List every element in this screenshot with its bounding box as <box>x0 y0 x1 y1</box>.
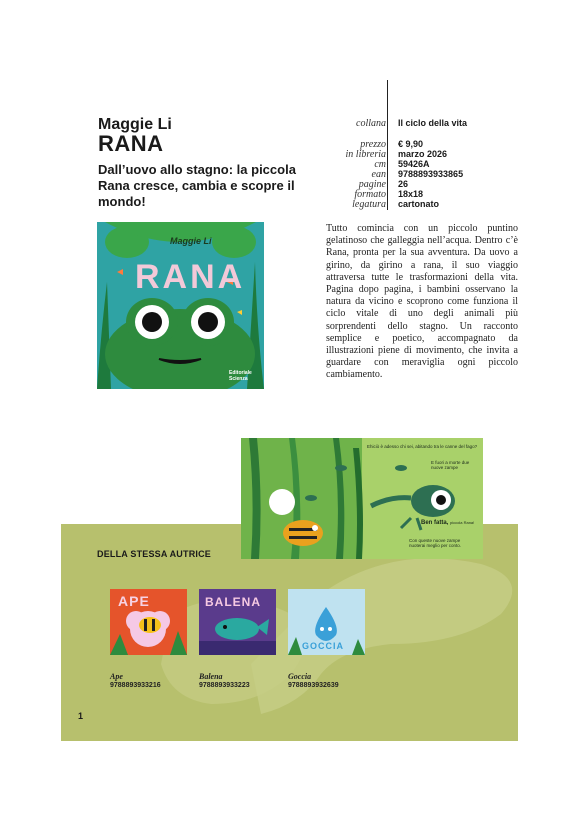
spread-text-bottom: Con queste nuove zampe nuoterai meglio per conto. <box>409 538 462 548</box>
book-title-balena: Balena <box>199 672 223 681</box>
spread-text-top: Ehiciò è adesso chi sei, abitando tra le canne del fago? <box>367 444 478 449</box>
meta-row-formato: formato 18x18 <box>354 189 424 200</box>
meta-row-cm: cm 59426A <box>374 159 430 170</box>
cover-publisher: Editoriale Scienza <box>229 370 252 382</box>
book-meta-table <box>336 118 536 209</box>
book-description: Tutto comincia con un piccolo puntino gelatinoso che galleggia nell’acqua. Dentro c’è Rana, pronta per la sua avventura. Da uovo a girino, da girino a rana, il suo viaggio attraversa tutte le trasformazioni della vita. Pagina dopo pagina, i bambini osservano la natura da vicino e scoprono come funziona il ciclo vitale di uno degli animali più sorprendenti dello stagno. Un racconto semplice e poetico, accompagnato da illustrazioni piene di movimento, che invita a guardare con meraviglia ogni piccolo cambiamento. <box>326 223 518 381</box>
meta-row-in-libreria: in libreria marzo 2026 <box>345 149 448 160</box>
book-cover-balena[interactable] <box>199 589 276 655</box>
author-name: Maggie Li <box>98 116 172 133</box>
spread-text-mid: E fuori a morte due nuove zampe <box>431 460 470 470</box>
book-ean-ape: 9788893933216 <box>110 682 161 689</box>
book-title-goccia: Goccia <box>288 672 312 681</box>
cover-author: Maggie Li <box>170 236 212 246</box>
same-author-heading: DELLA STESSA AUTRICE <box>97 549 212 559</box>
book-cover-ape[interactable] <box>110 589 187 655</box>
book-ean-goccia: 9788893932639 <box>288 682 339 689</box>
balena-cover-text: BALENA <box>205 595 261 609</box>
page-number: 1 <box>78 711 84 721</box>
goccia-cover-text: GOCCIA <box>302 641 344 651</box>
book-subtitle: Dall’uovo allo stagno: la piccola Rana cresce, cambia e scopre il mondo! <box>98 162 296 209</box>
book-title-ape: Ape <box>110 672 123 681</box>
book-ean-balena: 9788893933223 <box>199 682 250 689</box>
meta-row-ean: ean 9788893933865 <box>371 169 464 180</box>
book-cover-goccia[interactable] <box>288 589 365 655</box>
meta-row-legatura: legatura cartonato <box>352 199 440 210</box>
meta-row-collana: collana Il ciclo della vita <box>356 118 468 129</box>
ape-cover-text: APE <box>118 593 150 609</box>
book-title: RANA <box>98 131 164 156</box>
meta-row-prezzo: prezzo € 9,90 <box>360 139 424 150</box>
cover-title: RANA <box>135 258 246 296</box>
meta-row-pagine: pagine 26 <box>358 179 409 190</box>
book-spread-preview <box>241 438 483 559</box>
spread-text-done: Ben fatta, piccola Rana! <box>421 520 475 526</box>
book-cover-rana <box>97 222 264 389</box>
